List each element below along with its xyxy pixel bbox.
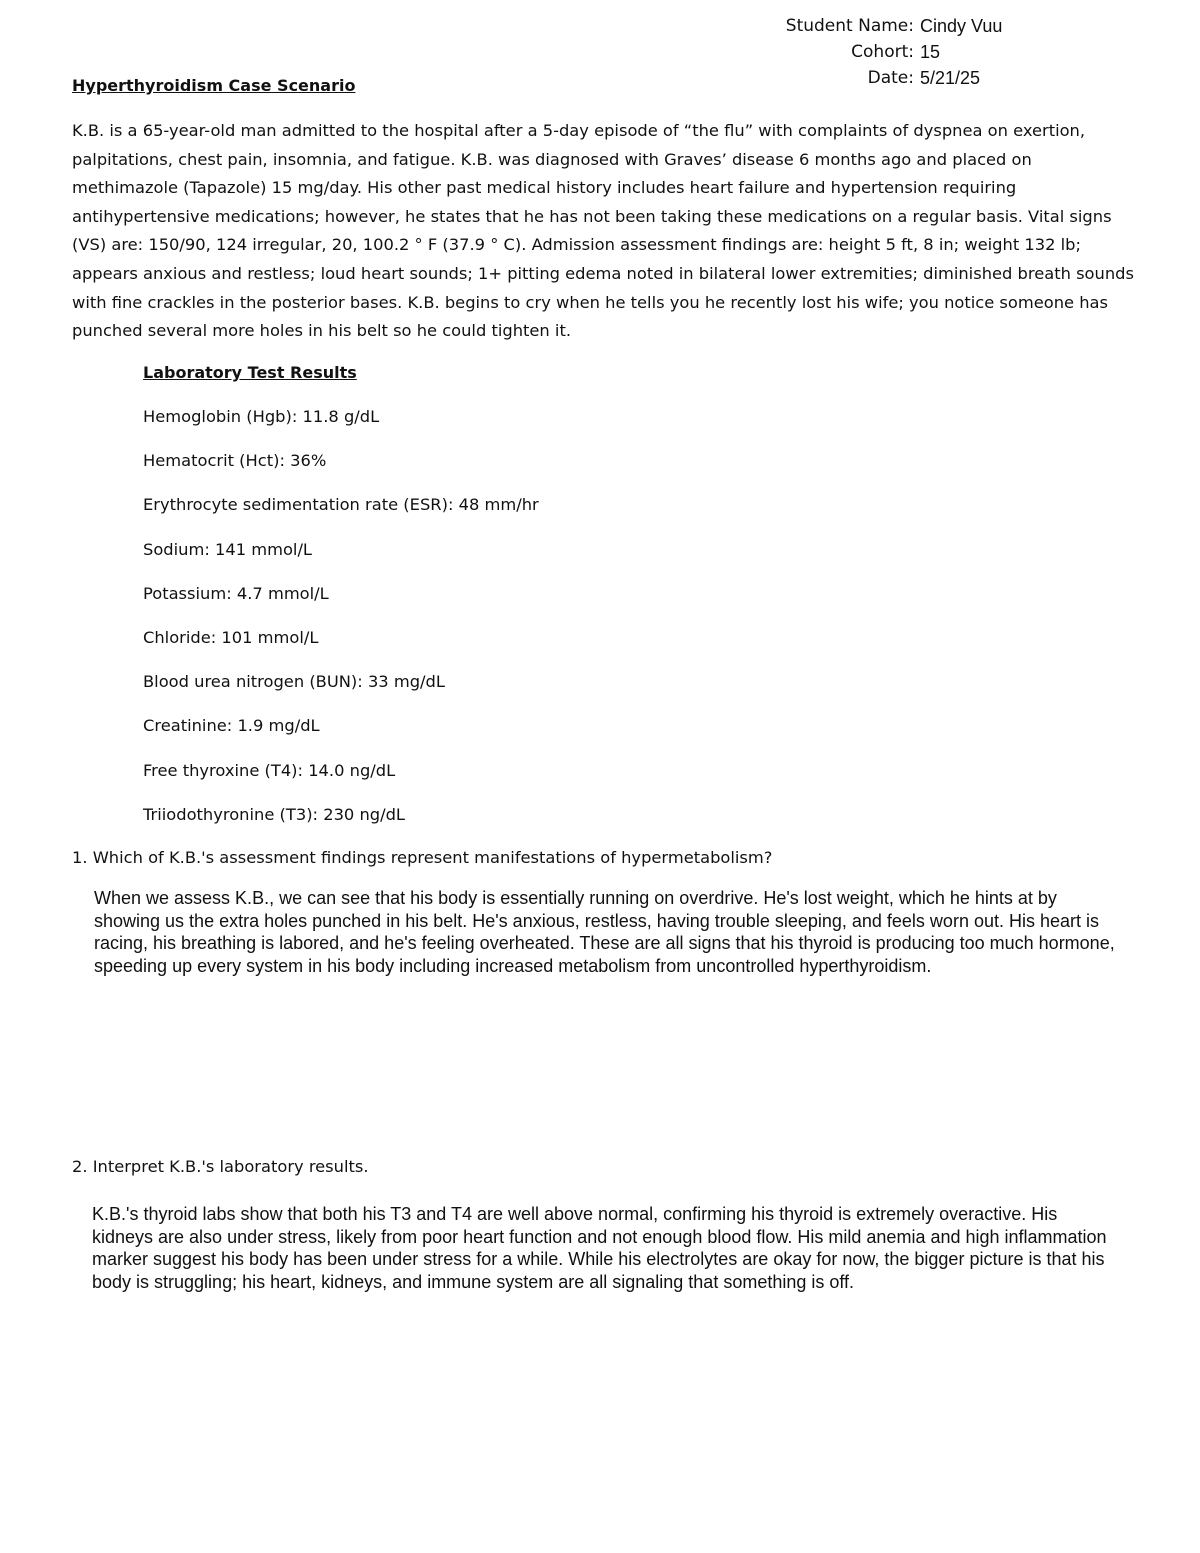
lab-item-bun: Blood urea nitrogen (BUN): 33 mg/dL — [143, 672, 445, 692]
lab-item-esr: Erythrocyte sedimentation rate (ESR): 48 mm/hr — [143, 495, 539, 515]
case-scenario-paragraph: K.B. is a 65-year-old man admitted to the hospital after a 5-day episode of “the flu” with complaints of dyspnea on exertion, palpitations, chest pain, insomnia, and fatigue. K.B. was diagnosed with Graves’ disease 6 months ago and placed on methimazole (Tapazole) 15 mg/day. His other past medical history includes heart failure and hypertension requiring antihypertensive medications; however, he states that he has not been taking these medications on a regular basis. Vital signs (VS) are: 150/90, 124 irregular, 20, 100.2 ° F (37.9 ° C). Admission assessment findings are: height 5 ft, 8 in; weight 132 lb; appears anxious and restless; loud heart sounds; 1+ pitting edema noted in bilateral lower extremities; diminished breath sounds with fine crackles in the posterior bases. K.B. begins to cry when he tells you he recently lost his wife; you notice someone has punched several more holes in his belt so he could tighten it. — [72, 121, 1134, 341]
date-label: Date: — [867, 68, 914, 88]
student-info — [760, 13, 1080, 91]
question-1: 1. Which of K.B.'s assessment findings represent manifestations of hypermetabolism? — [72, 848, 773, 867]
cohort-label: Cohort: — [851, 42, 914, 62]
student-name-label: Student Name: — [785, 16, 914, 36]
lab-results-list — [143, 405, 539, 847]
question-2: 2. Interpret K.B.'s laboratory results. — [72, 1157, 369, 1176]
lab-results-section — [143, 361, 539, 847]
lab-item-potassium: Potassium: 4.7 mmol/L — [143, 583, 329, 603]
lab-item-free-t4: Free thyroxine (T4): 14.0 ng/dL — [143, 760, 396, 780]
page-title: Hyperthyroidism Case Scenario — [72, 76, 356, 95]
answer-1: When we assess K.B., we can see that his body is essentially running on overdrive. He's lost weight, which he hints at by showing us the extra holes punched in his belt. He's anxious, restless, having trouble sleeping, and feels worn out. His heart is racing, his breathing is labored, and he's feeling overheated. These are all signs that his thyroid is producing too much hormone, speeding up every system in his body including increased metabolism from uncontrolled hyperthyroidism. — [94, 888, 1115, 976]
lab-item-chloride: Chloride: 101 mmol/L — [143, 627, 319, 647]
lab-item-t3: Triiodothyronine (T3): 230 ng/dL — [143, 804, 406, 824]
answer-2: K.B.'s thyroid labs show that both his T3 and T4 are well above normal, confirming his thyroid is extremely overactive. His kidneys are also under stress, likely from poor heart function and not enough blood flow. His mild anemia and high inflammation marker suggest his body has been under stress for a while. While his electrolytes are okay for now, the bigger picture is that his body is struggling; his heart, kidneys, and immune system are all signaling that something is off. — [92, 1204, 1107, 1292]
lab-item-hemoglobin: Hemoglobin (Hgb): 11.8 g/dL — [143, 407, 380, 426]
lab-item-sodium: Sodium: 141 mmol/L — [143, 539, 313, 559]
lab-results-title: Laboratory Test Results — [143, 363, 357, 382]
date-row — [760, 65, 1080, 91]
cohort-value: 15 — [920, 42, 941, 62]
lab-item-hematocrit: Hematocrit (Hct): 36% — [143, 451, 327, 471]
cohort-row — [760, 39, 1080, 65]
date-value: 5/21/25 — [920, 68, 981, 88]
lab-item-creatinine: Creatinine: 1.9 mg/dL — [143, 716, 320, 736]
student-name-value: Cindy Vuu — [920, 16, 1003, 36]
student-name-row — [760, 13, 1080, 39]
